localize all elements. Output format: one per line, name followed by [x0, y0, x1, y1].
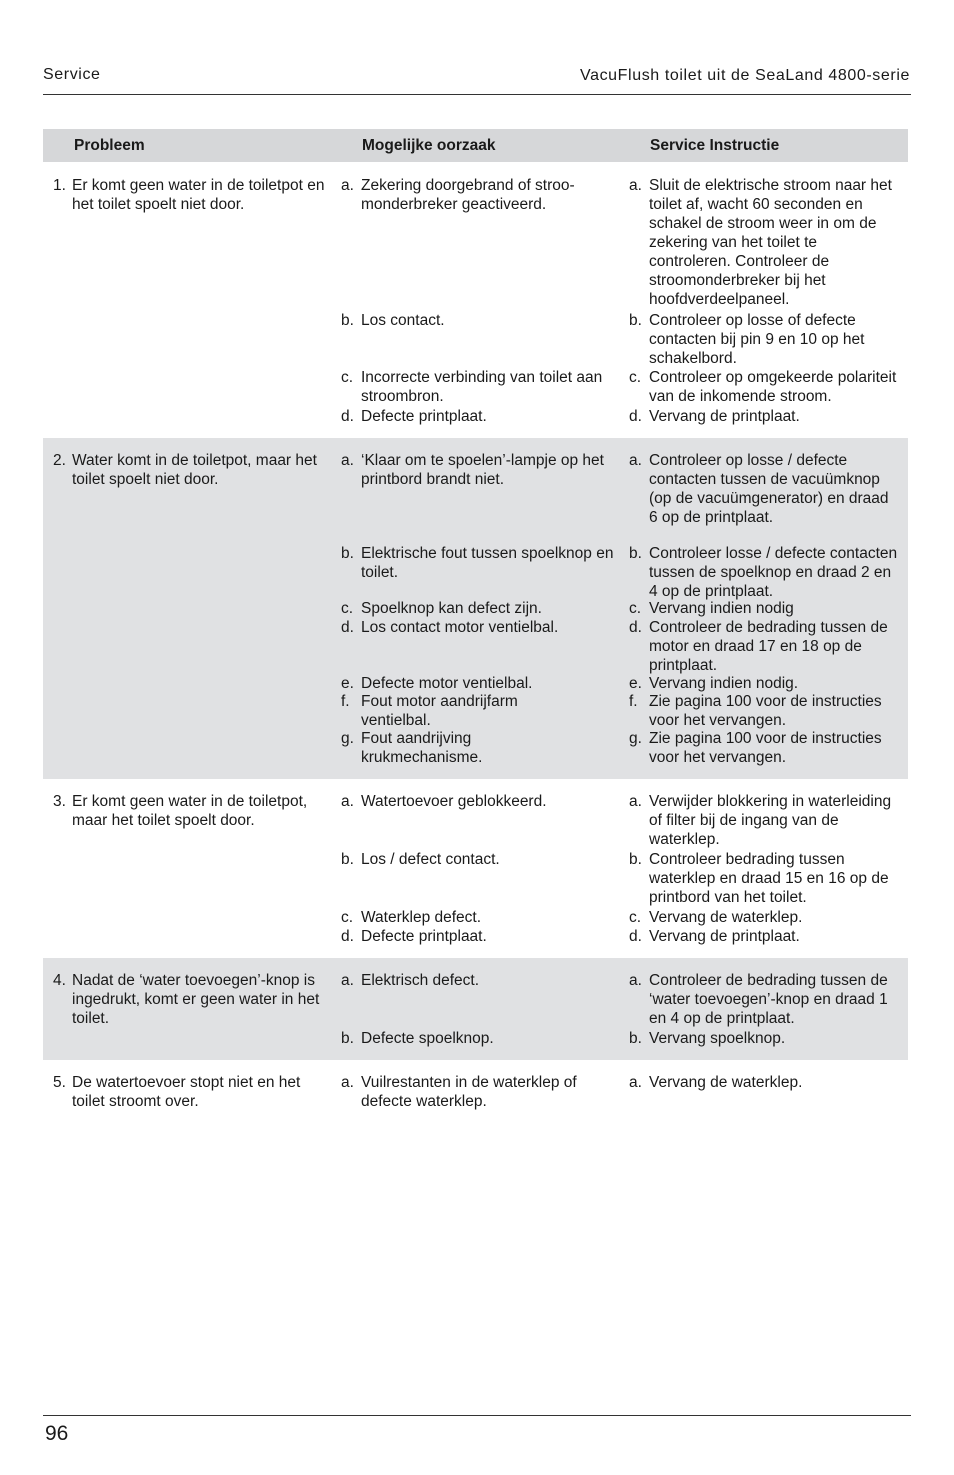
instruction-text: Controleer losse / defecte contacten tussen de spoelknop en draad 2 en 4 op de printplaat. [649, 545, 898, 600]
cause-label: f. [341, 693, 350, 710]
cause-2f [341, 692, 623, 730]
instruction-text: Vervang de printplaat. [649, 928, 800, 945]
problem-2 [53, 451, 334, 489]
problem-1-text: Er komt geen water in de toiletpot en het toilet spoelt niet door. [72, 177, 325, 213]
instruction-text: Vervang de printplaat. [649, 408, 800, 425]
problem-4 [53, 971, 334, 1028]
cause-text: Defecte printplaat. [361, 408, 487, 425]
cause-label: g. [341, 730, 354, 747]
cause-3c [341, 908, 623, 927]
cause-2g [341, 729, 623, 767]
cause-label: a. [341, 972, 354, 989]
instruction-1a [629, 176, 901, 309]
instruction-label: d. [629, 408, 642, 425]
instruction-2e [629, 674, 901, 693]
instruction-text: Controleer op losse of defecte contacten bij pin 9 en 10 op het schakelbord. [649, 312, 865, 367]
cause-text: Elektrisch defect. [361, 972, 480, 989]
instruction-text: Controleer de bedrading tussen de motor en draad 17 en 18 op de printplaat. [649, 619, 888, 674]
cause-2d [341, 618, 623, 637]
instruction-label: e. [629, 675, 642, 692]
cause-label: b. [341, 1030, 354, 1047]
instruction-label: a. [629, 452, 642, 469]
instruction-2g [629, 729, 901, 767]
instruction-text: Controleer de bedrading tussen de ‘water toevoegen’-knop en draad 1 en 4 op de printplaat. [649, 972, 888, 1027]
cause-label: b. [341, 545, 354, 562]
cause-text: Los contact motor ventielbal. [361, 619, 559, 636]
instruction-label: a. [629, 1074, 642, 1091]
problem-2-text: Water komt in de toiletpot, maar het toilet spoelt niet door. [72, 452, 317, 488]
section-label: Service [43, 66, 101, 83]
instruction-label: b. [629, 545, 642, 562]
instruction-1c [629, 368, 901, 406]
problem-5-number: 5. [53, 1074, 66, 1091]
column-header-problem: Probleem [74, 137, 145, 154]
instruction-1b [629, 311, 901, 368]
cause-text: Los / defect contact. [361, 851, 500, 868]
instruction-label: d. [629, 619, 642, 636]
cause-label: e. [341, 675, 354, 692]
column-header-cause: Mogelijke oorzaak [362, 137, 496, 154]
problem-4-text: Nadat de ‘water toevoegen’-knop is ingedrukt, komt er geen water in het toilet. [72, 972, 320, 1027]
problem-3 [53, 792, 334, 830]
cause-text: ‘Klaar om te spoelen’-lampje op het printbord brandt niet. [361, 452, 604, 488]
cause-text: Fout motor aandrijfarm ventielbal. [361, 693, 518, 729]
instruction-text: Zie pagina 100 voor de instructies voor het vervangen. [649, 693, 882, 729]
problem-2-number: 2. [53, 452, 66, 469]
instruction-text: Zie pagina 100 voor de instructies voor het vervangen. [649, 730, 882, 766]
instruction-text: Controleer op omgekeerde polariteit van de inkomende stroom. [649, 369, 897, 405]
cause-4b [341, 1029, 623, 1048]
instruction-label: a. [629, 793, 642, 810]
cause-label: b. [341, 312, 354, 329]
instruction-text: Vervang de waterklep. [649, 1074, 803, 1091]
instruction-label: b. [629, 851, 642, 868]
manual-title: VacuFlush toilet uit de SeaLand 4800-serie [580, 67, 910, 84]
instruction-text: Vervang spoelknop. [649, 1030, 786, 1047]
cause-label: d. [341, 408, 354, 425]
instruction-2c [629, 599, 901, 618]
instruction-label: c. [629, 369, 642, 386]
instruction-label: g. [629, 730, 642, 747]
instruction-3c [629, 908, 901, 927]
cause-label: c. [341, 369, 354, 386]
instruction-2a [629, 451, 901, 527]
instruction-text: Sluit de elektrische stroom naar het toilet af, wacht 60 seconden en schakel de stroom weer in om de zekering van het toilet te controleren. Controleer de stroomonderbreker bij het hoofdverdeelpaneel. [649, 177, 892, 308]
instruction-4a [629, 971, 901, 1028]
problem-4-number: 4. [53, 972, 66, 989]
problem-5 [53, 1073, 334, 1111]
cause-text: Vuilrestanten in de waterklep of defecte waterklep. [361, 1074, 577, 1110]
problem-1 [53, 176, 334, 214]
instruction-label: b. [629, 312, 642, 329]
instruction-text: Vervang de waterklep. [649, 909, 803, 926]
cause-label: a. [341, 1074, 354, 1091]
instruction-text: Vervang indien nodig [649, 600, 794, 617]
cause-1d [341, 407, 623, 426]
instruction-text: Controleer bedrading tussen waterklep en draad 15 en 16 op de printbord van het toilet. [649, 851, 889, 906]
cause-text: Defecte motor ventielbal. [361, 675, 533, 692]
cause-3b [341, 850, 623, 869]
instruction-5a [629, 1073, 901, 1092]
instruction-3a [629, 792, 901, 849]
cause-text: Fout aandrijving krukmechanisme. [361, 730, 483, 766]
instruction-2d [629, 618, 901, 675]
instruction-2f [629, 692, 901, 730]
cause-text: Spoelknop kan defect zijn. [361, 600, 542, 617]
cause-text: Los contact. [361, 312, 445, 329]
cause-2a [341, 451, 623, 489]
cause-label: c. [341, 600, 354, 617]
cause-text: Watertoevoer geblokkeerd. [361, 793, 547, 810]
problem-5-text: De watertoevoer stopt niet en het toilet stroomt over. [72, 1074, 301, 1110]
cause-2e [341, 674, 623, 693]
table-header [43, 129, 908, 162]
cause-text: Defecte spoelknop. [361, 1030, 494, 1047]
cause-label: a. [341, 452, 354, 469]
cause-1c [341, 368, 623, 406]
problem-3-number: 3. [53, 793, 66, 810]
cause-1a [341, 176, 623, 214]
instruction-text: Controleer op losse / defecte contacten tussen de vacuümknop (op de vacuümgenerator) en draad 6 op de printplaat. [649, 452, 889, 526]
instruction-label: d. [629, 928, 642, 945]
problem-3-text: Er komt geen water in de toiletpot, maar het toilet spoelt door. [72, 793, 308, 829]
cause-text: Waterklep defect. [361, 909, 482, 926]
instruction-label: a. [629, 972, 642, 989]
cause-label: d. [341, 619, 354, 636]
instruction-text: Vervang indien nodig. [649, 675, 799, 692]
instruction-label: b. [629, 1030, 642, 1047]
cause-text: Defecte printplaat. [361, 928, 487, 945]
cause-2c [341, 599, 623, 618]
cause-label: b. [341, 851, 354, 868]
footer-divider [43, 1415, 911, 1416]
cause-2b [341, 544, 623, 582]
problem-1-number: 1. [53, 177, 66, 194]
cause-text: Zekering doorgebrand of stroomonderbreker geactiveerd. [361, 177, 575, 213]
cause-text: Incorrecte verbinding van toilet aan stroombron. [361, 369, 603, 405]
cause-3a [341, 792, 623, 811]
cause-label: a. [341, 177, 354, 194]
cause-label: c. [341, 909, 354, 926]
instruction-3d [629, 927, 901, 946]
cause-5a [341, 1073, 623, 1111]
cause-1b [341, 311, 623, 330]
instruction-1d [629, 407, 901, 426]
instruction-2b [629, 544, 901, 601]
instruction-label: f. [629, 693, 638, 710]
page-number: 96 [45, 1422, 69, 1445]
instruction-label: c. [629, 600, 642, 617]
column-header-instruction: Service Instructie [650, 137, 780, 154]
instruction-4b [629, 1029, 901, 1048]
cause-4a [341, 971, 623, 990]
instruction-3b [629, 850, 901, 907]
cause-text: Elektrische fout tussen spoelknop en toilet. [361, 545, 614, 581]
cause-3d [341, 927, 623, 946]
header-divider [43, 94, 911, 95]
instruction-text: Verwijder blokkering in waterleiding of filter bij de ingang van de waterklep. [649, 793, 892, 848]
cause-label: d. [341, 928, 354, 945]
instruction-label: a. [629, 177, 642, 194]
cause-label: a. [341, 793, 354, 810]
instruction-label: c. [629, 909, 642, 926]
